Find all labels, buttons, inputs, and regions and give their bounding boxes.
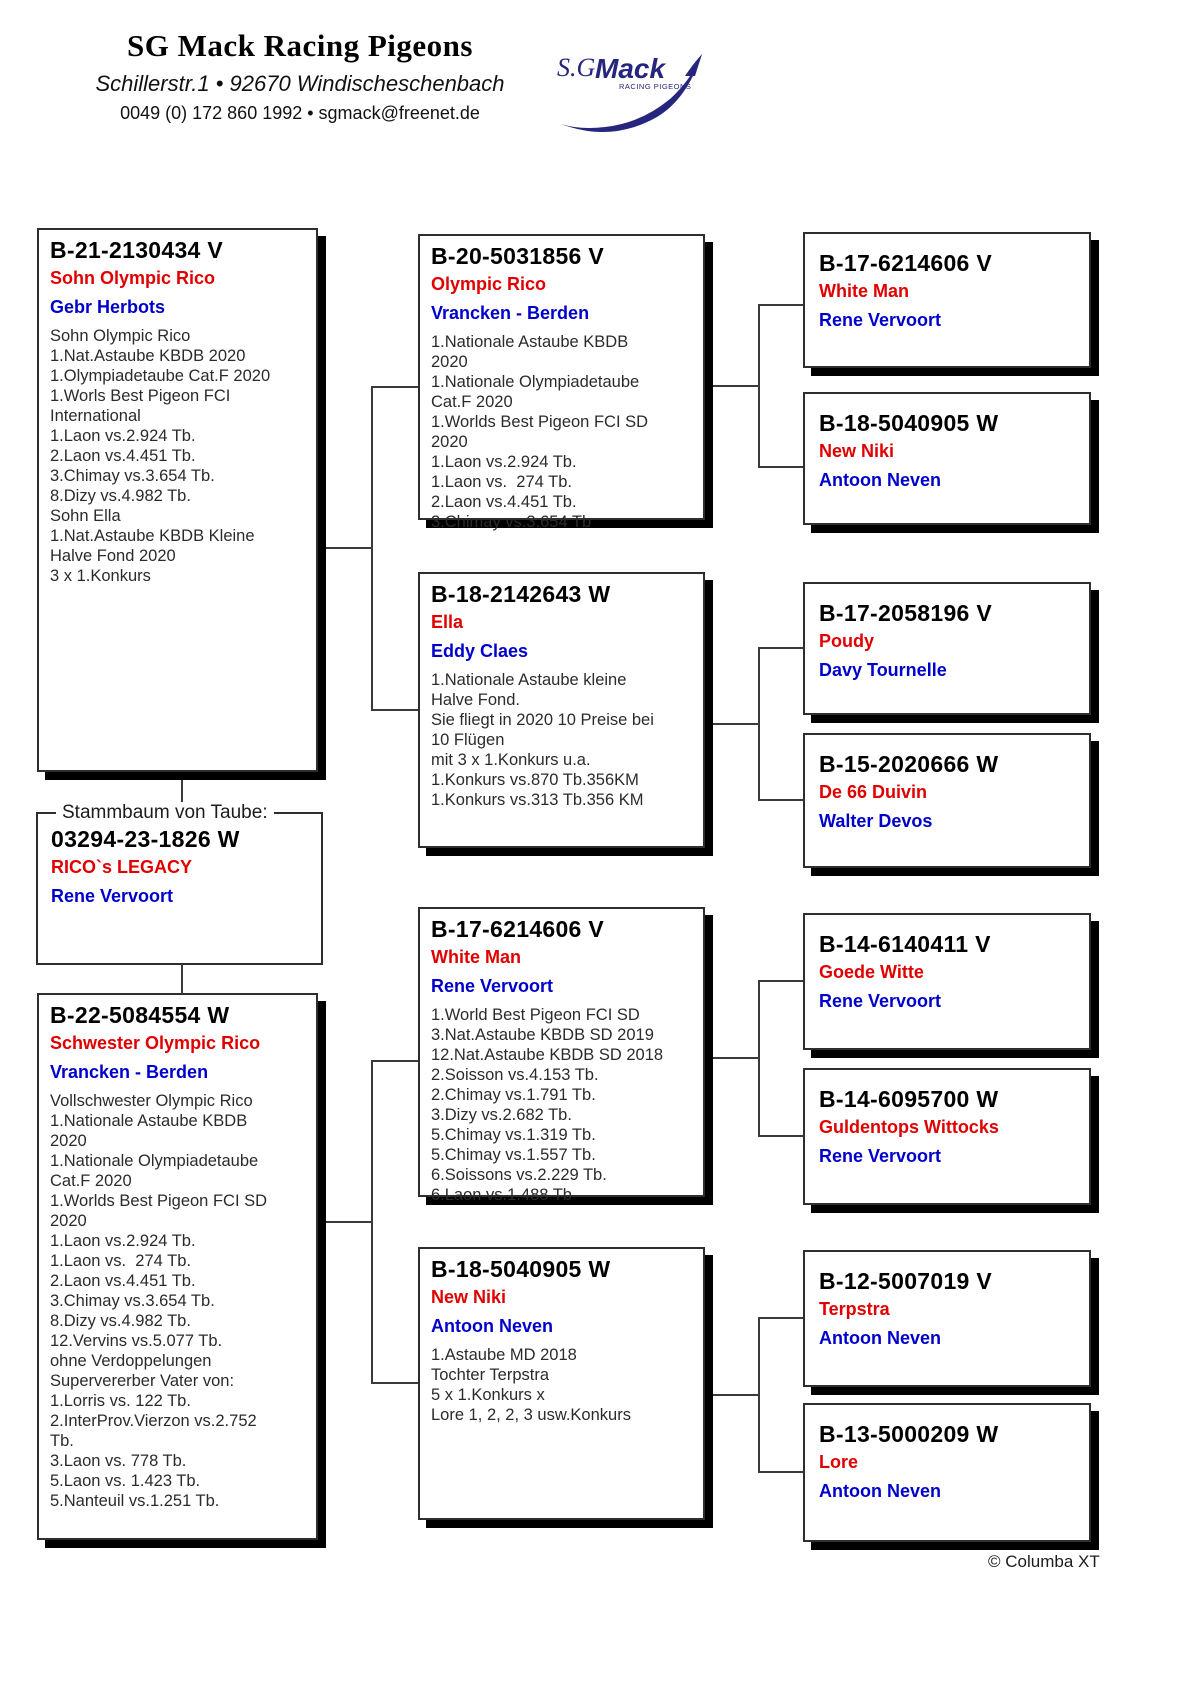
achievement-list bbox=[431, 1345, 693, 1425]
pigeon-name: Terpstra bbox=[819, 1299, 890, 1319]
pigeon-name: White Man bbox=[431, 947, 521, 967]
pigeon-name: New Niki bbox=[431, 1287, 507, 1307]
ring-number: B-21-2130434 V bbox=[50, 237, 223, 263]
ring-number: B-15-2020666 W bbox=[819, 751, 999, 777]
connector-line bbox=[181, 780, 183, 802]
achievement-line: 2020 bbox=[431, 433, 468, 451]
ring-number: B-18-5040905 W bbox=[819, 410, 999, 436]
achievement-line: 1.Nat.Astaube KBDB 2020 bbox=[50, 347, 246, 365]
pigeon-name: Goede Witte bbox=[819, 962, 924, 982]
achievement-line: 1.Laon vs.2.924 Tb. bbox=[431, 453, 577, 471]
pigeon-name: Olympic Rico bbox=[431, 274, 547, 294]
achievement-line: Cat.F 2020 bbox=[431, 393, 513, 411]
ring-number: B-17-6214606 V bbox=[819, 250, 992, 276]
achievement-line: 1.Lorris vs. 122 Tb. bbox=[50, 1392, 191, 1410]
achievement-line: 6.Soissons vs.2.229 Tb. bbox=[431, 1166, 607, 1184]
achievement-line: 1.World Best Pigeon FCI SD bbox=[431, 1006, 640, 1024]
pigeon-name: Ella bbox=[431, 612, 464, 632]
connector-line bbox=[371, 709, 418, 711]
achievement-line: 1.Laon vs.2.924 Tb. bbox=[50, 1232, 196, 1250]
loft-title: SG Mack Racing Pigeons bbox=[127, 28, 473, 63]
achievement-line: Sohn Olympic Rico bbox=[50, 327, 191, 345]
achievement-line: mit 3 x 1.Konkurs u.a. bbox=[431, 751, 591, 769]
connector-line bbox=[371, 1060, 418, 1062]
ring-number: B-17-6214606 V bbox=[431, 916, 604, 942]
achievement-line: ohne Verdoppelungen bbox=[50, 1352, 212, 1370]
logo-script-text: S.G. bbox=[557, 53, 602, 82]
achievement-line: 5.Chimay vs.1.319 Tb. bbox=[431, 1126, 596, 1144]
connector-line bbox=[371, 1382, 418, 1384]
achievement-line: 1.Laon vs. 274 Tb. bbox=[431, 473, 572, 491]
connector-line bbox=[758, 980, 760, 1137]
achievement-line: 1.Nationale Astaube KBDB bbox=[50, 1112, 248, 1130]
ring-number: B-13-5000209 W bbox=[819, 1421, 999, 1447]
pedigree-box-dam-of-dam bbox=[418, 1247, 705, 1520]
logo-bold-text: Mack bbox=[595, 53, 666, 84]
achievement-list bbox=[431, 670, 693, 810]
pigeon-wing-icon bbox=[685, 54, 702, 76]
connector-line bbox=[326, 547, 372, 549]
achievement-line: 2.Laon vs.4.451 Tb. bbox=[431, 493, 577, 511]
achievement-line: 2.InterProv.Vierzon vs.2.752 bbox=[50, 1412, 257, 1430]
achievement-line: 1.Olympiadetaube Cat.F 2020 bbox=[50, 367, 271, 385]
breeder-name: Vrancken - Berden bbox=[431, 303, 590, 323]
pigeon-name: Schwester Olympic Rico bbox=[50, 1033, 261, 1053]
achievement-line: 5.Nanteuil vs.1.251 Tb. bbox=[50, 1492, 220, 1510]
achievement-line: 3.Dizy vs.2.682 Tb. bbox=[431, 1106, 572, 1124]
breeder-name: Antoon Neven bbox=[819, 1481, 942, 1501]
breeder-name: Vrancken - Berden bbox=[50, 1062, 209, 1082]
achievement-line: 3 x 1.Konkurs bbox=[50, 567, 151, 585]
connector-line bbox=[758, 647, 760, 801]
connector-line bbox=[758, 1135, 803, 1137]
achievement-line: 2020 bbox=[50, 1132, 87, 1150]
pigeon-name: Lore bbox=[819, 1452, 859, 1472]
achievement-line: Sie fliegt in 2020 10 Preise bei bbox=[431, 711, 654, 729]
achievement-line: 12.Nat.Astaube KBDB SD 2018 bbox=[431, 1046, 664, 1064]
connector-line bbox=[713, 1057, 759, 1059]
pigeon-name: Poudy bbox=[819, 631, 875, 651]
achievement-line: 2020 bbox=[431, 353, 468, 371]
breeder-name: Walter Devos bbox=[819, 811, 933, 831]
achievement-line: 3.Chimay vs.3.654 Tb bbox=[431, 513, 592, 531]
pigeon-name: RICO`s LEGACY bbox=[51, 857, 193, 877]
connector-line bbox=[758, 304, 760, 468]
ring-number: B-20-5031856 V bbox=[431, 243, 604, 269]
pedigree-box-sire-of-dam bbox=[418, 907, 705, 1204]
pedigree-box-sire-of-sire bbox=[418, 234, 705, 531]
breeder-name: Gebr Herbots bbox=[50, 297, 166, 317]
pedigree-box-subject bbox=[36, 802, 323, 965]
pigeon-name: Sohn Olympic Rico bbox=[50, 268, 216, 288]
connector-line bbox=[758, 980, 803, 982]
achievement-line: 3.Laon vs. 778 Tb. bbox=[50, 1452, 187, 1470]
breeder-name: Antoon Neven bbox=[819, 470, 942, 490]
achievement-list bbox=[50, 326, 306, 586]
achievement-line: 1.Nationale Olympiadetaube bbox=[431, 373, 640, 391]
achievement-line: Halve Fond. bbox=[431, 691, 520, 709]
achievement-line: 5.Chimay vs.1.557 Tb. bbox=[431, 1146, 596, 1164]
achievement-line: 10 Flügen bbox=[431, 731, 505, 749]
ring-number: B-18-2142643 W bbox=[431, 581, 611, 607]
achievement-line: 6.Laon vs.1.488 Tb bbox=[431, 1186, 572, 1204]
pedigree-box-sire bbox=[37, 228, 318, 772]
achievement-line: 1.Konkurs vs.313 Tb.356 KM bbox=[431, 791, 644, 809]
loft-address: Schillerstr.1 • 92670 Windischeschenbach bbox=[95, 71, 505, 96]
achievement-line: Tochter Terpstra bbox=[431, 1366, 549, 1384]
pedigree-box-grandparent-8 bbox=[803, 1403, 1091, 1542]
pigeon-name: De 66 Duivin bbox=[819, 782, 928, 802]
achievement-line: 8.Dizy vs.4.982 Tb. bbox=[50, 487, 191, 505]
achievement-line: 1.Laon vs. 274 Tb. bbox=[50, 1252, 191, 1270]
breeder-name: Rene Vervoort bbox=[431, 976, 554, 996]
ring-number: B-17-2058196 V bbox=[819, 600, 992, 626]
pedigree-box-grandparent-7 bbox=[803, 1250, 1091, 1387]
achievement-line: Sohn Ella bbox=[50, 507, 121, 525]
achievement-line: 1.Konkurs vs.870 Tb.356KM bbox=[431, 771, 639, 789]
achievement-line: 1.Worls Best Pigeon FCI bbox=[50, 387, 231, 405]
achievement-line: 3.Nat.Astaube KBDB SD 2019 bbox=[431, 1026, 654, 1044]
connector-line bbox=[713, 723, 759, 725]
pedigree-box-grandparent-5 bbox=[803, 913, 1091, 1050]
connector-line bbox=[713, 1394, 759, 1396]
achievement-line: International bbox=[50, 407, 141, 425]
breeder-name: Antoon Neven bbox=[431, 1316, 554, 1336]
pedigree-box-dam-of-sire bbox=[418, 572, 705, 848]
connector-line bbox=[758, 466, 803, 468]
pigeon-logo-graphic bbox=[553, 46, 703, 146]
achievement-line: Cat.F 2020 bbox=[50, 1172, 132, 1190]
breeder-name: Rene Vervoort bbox=[819, 1146, 942, 1166]
breeder-name: Rene Vervoort bbox=[51, 886, 174, 906]
achievement-line: 1.Astaube MD 2018 bbox=[431, 1346, 577, 1364]
achievement-line: Halve Fond 2020 bbox=[50, 547, 176, 565]
breeder-name: Davy Tournelle bbox=[819, 660, 947, 680]
achievement-line: 2.Laon vs.4.451 Tb. bbox=[50, 1272, 196, 1290]
achievement-line: 1.Worlds Best Pigeon FCI SD bbox=[431, 413, 649, 431]
pedigree-box-grandparent-2 bbox=[803, 392, 1091, 525]
breeder-name: Rene Vervoort bbox=[819, 310, 942, 330]
logo-sub-text: RACING PIGEONS bbox=[619, 82, 692, 91]
achievement-line: 1.Nationale Olympiadetaube bbox=[50, 1152, 259, 1170]
software-copyright: © Columba XT bbox=[988, 1552, 1100, 1571]
achievement-line: Lore 1, 2, 2, 3 usw.Konkurs bbox=[431, 1406, 631, 1424]
connector-line bbox=[758, 304, 803, 306]
sg-mack-logo bbox=[553, 46, 703, 146]
pedigree-box-grandparent-1 bbox=[803, 232, 1091, 368]
achievement-line: 2.Soisson vs.4.153 Tb. bbox=[431, 1066, 599, 1084]
achievement-line: Vollschwester Olympic Rico bbox=[50, 1092, 253, 1110]
achievement-line: 1.Laon vs.2.924 Tb. bbox=[50, 427, 196, 445]
pedigree-box-grandparent-4 bbox=[803, 733, 1091, 868]
achievement-line: 5.Laon vs. 1.423 Tb. bbox=[50, 1472, 201, 1490]
achievement-line: 1.Nationale Astaube kleine bbox=[431, 671, 627, 689]
achievement-line: 8.Dizy vs.4.982 Tb. bbox=[50, 1312, 191, 1330]
achievement-line: 1.Worlds Best Pigeon FCI SD bbox=[50, 1192, 268, 1210]
achievement-line: 2020 bbox=[50, 1212, 87, 1230]
connector-line bbox=[758, 647, 803, 649]
ring-number: 03294-23-1826 W bbox=[51, 826, 240, 852]
connector-line bbox=[758, 799, 803, 801]
ring-number: B-14-6095700 W bbox=[819, 1086, 999, 1112]
breeder-name: Eddy Claes bbox=[431, 641, 529, 661]
ring-number: B-22-5084554 W bbox=[50, 1002, 230, 1028]
pedigree-box-grandparent-3 bbox=[803, 582, 1091, 715]
achievement-line: 2.Laon vs.4.451 Tb. bbox=[50, 447, 196, 465]
achievement-line: 1.Nat.Astaube KBDB Kleine bbox=[50, 527, 255, 545]
achievement-line: 5 x 1.Konkurs x bbox=[431, 1386, 545, 1404]
breeder-name: Rene Vervoort bbox=[819, 991, 942, 1011]
pigeon-name: White Man bbox=[819, 281, 909, 301]
ring-number: B-14-6140411 V bbox=[819, 931, 991, 957]
achievement-line: 1.Nationale Astaube KBDB bbox=[431, 333, 629, 351]
connector-line bbox=[181, 964, 183, 994]
achievement-line: 12.Vervins vs.5.077 Tb. bbox=[50, 1332, 223, 1350]
connector-line bbox=[371, 386, 418, 388]
achievement-line: 3.Chimay vs.3.654 Tb. bbox=[50, 1292, 215, 1310]
pigeon-name: Guldentops Wittocks bbox=[819, 1117, 999, 1137]
ring-number: B-18-5040905 W bbox=[431, 1256, 611, 1282]
achievement-line: 3.Chimay vs.3.654 Tb. bbox=[50, 467, 215, 485]
connector-line bbox=[371, 1060, 373, 1384]
achievement-line: 2.Chimay vs.1.791 Tb. bbox=[431, 1086, 596, 1104]
ring-number: B-12-5007019 V bbox=[819, 1268, 992, 1294]
loft-header bbox=[55, 28, 545, 124]
pedigree-box-grandparent-6 bbox=[803, 1068, 1091, 1205]
connector-line bbox=[758, 1471, 803, 1473]
connector-line bbox=[758, 1317, 760, 1473]
connector-line bbox=[326, 1221, 372, 1223]
connector-line bbox=[371, 386, 373, 711]
achievement-line: Tb. bbox=[50, 1432, 74, 1450]
connector-line bbox=[758, 1317, 803, 1319]
pedigree-box-dam bbox=[37, 993, 318, 1540]
connector-line bbox=[713, 385, 759, 387]
pigeon-name: New Niki bbox=[819, 441, 895, 461]
achievement-list bbox=[431, 332, 693, 532]
subject-legend: Stammbaum von Taube: bbox=[56, 802, 274, 824]
achievement-line: Supervererber Vater von: bbox=[50, 1372, 235, 1390]
achievement-list bbox=[431, 1005, 693, 1205]
breeder-name: Antoon Neven bbox=[819, 1328, 942, 1348]
loft-contact: 0049 (0) 172 860 1992 • sgmack@freenet.de bbox=[120, 103, 480, 123]
achievement-list bbox=[50, 1091, 306, 1511]
